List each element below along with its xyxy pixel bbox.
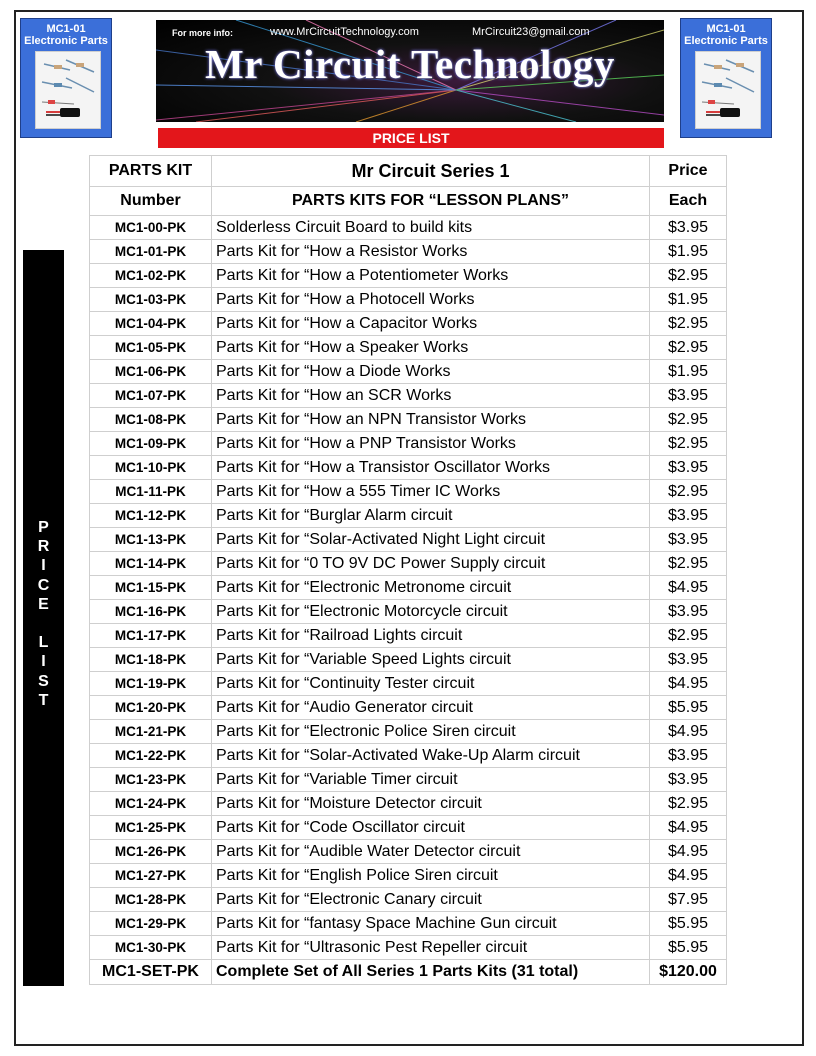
kit-description: Parts Kit for “Solar-Activated Night Light circuit: [212, 528, 650, 552]
kit-description: Parts Kit for “Variable Timer circuit: [212, 768, 650, 792]
column-header-number: Number: [90, 187, 212, 216]
table-row: [90, 648, 727, 672]
kit-description: Parts Kit for “Electronic Police Siren circuit: [212, 720, 650, 744]
kit-price: $3.95: [650, 744, 727, 768]
kit-price: $5.95: [650, 912, 727, 936]
kit-number: MC1-07-PK: [90, 384, 212, 408]
kit-number: MC1-24-PK: [90, 792, 212, 816]
kit-number: MC1-16-PK: [90, 600, 212, 624]
badge-left-line1: MC1-01: [46, 23, 86, 35]
kit-price: $2.95: [650, 480, 727, 504]
kit-price: $1.95: [650, 360, 727, 384]
kit-price: $5.95: [650, 696, 727, 720]
parts-photo: [35, 51, 101, 129]
kit-description: Parts Kit for “Moisture Detector circuit: [212, 792, 650, 816]
parts-photo-image: [696, 52, 760, 128]
kit-number: MC1-26-PK: [90, 840, 212, 864]
kit-number: MC1-21-PK: [90, 720, 212, 744]
side-price-list-bar: [23, 250, 64, 986]
table-row: [90, 720, 727, 744]
column-header-lesson-plans: PARTS KITS FOR “LESSON PLANS”: [212, 187, 650, 216]
header-banner: [156, 20, 664, 122]
table-row: [90, 456, 727, 480]
side-bar-letters: [23, 518, 64, 710]
column-header-parts-kit: PARTS KIT: [90, 156, 212, 187]
badge-right-line2: Electronic Parts: [684, 35, 768, 47]
kit-description: Parts Kit for “Electronic Canary circuit: [212, 888, 650, 912]
table-row: [90, 936, 727, 960]
kit-description: Parts Kit for “Continuity Tester circuit: [212, 672, 650, 696]
kit-number: MC1-20-PK: [90, 696, 212, 720]
table-row: [90, 288, 727, 312]
kit-number: MC1-12-PK: [90, 504, 212, 528]
table-row: [90, 480, 727, 504]
kit-number: MC1-23-PK: [90, 768, 212, 792]
kit-number: MC1-11-PK: [90, 480, 212, 504]
kit-price: $4.95: [650, 840, 727, 864]
kit-description: Parts Kit for “English Police Siren circuit: [212, 864, 650, 888]
table-row: [90, 600, 727, 624]
email-link[interactable]: MrCircuit23@gmail.com: [472, 26, 590, 38]
kit-price: $4.95: [650, 864, 727, 888]
kit-price: $3.95: [650, 648, 727, 672]
side-letter: I: [41, 653, 46, 671]
kit-description: Parts Kit for “How an SCR Works: [212, 384, 650, 408]
kit-number: MC1-05-PK: [90, 336, 212, 360]
side-letter: P: [38, 519, 49, 536]
kit-number: MC1-18-PK: [90, 648, 212, 672]
price-table: [89, 155, 727, 985]
kit-price: $3.95: [650, 216, 727, 240]
table-total-row: [90, 960, 727, 985]
table-row: [90, 528, 727, 552]
total-number: MC1-SET-PK: [90, 960, 212, 985]
table-row: [90, 360, 727, 384]
table-row: [90, 312, 727, 336]
table-row: [90, 552, 727, 576]
kit-price: $5.95: [650, 936, 727, 960]
kit-description: Parts Kit for “Electronic Metronome circuit: [212, 576, 650, 600]
kit-description: Parts Kit for “How a Transistor Oscillator Works: [212, 456, 650, 480]
kit-price: $3.95: [650, 504, 727, 528]
badge-left-title: [21, 23, 111, 47]
price-list-bar: PRICE LIST: [158, 128, 664, 148]
kit-price: $4.95: [650, 672, 727, 696]
kit-price: $3.95: [650, 456, 727, 480]
kit-number: MC1-25-PK: [90, 816, 212, 840]
kit-price: $2.95: [650, 408, 727, 432]
kit-price: $1.95: [650, 240, 727, 264]
kit-description: Parts Kit for “0 TO 9V DC Power Supply circuit: [212, 552, 650, 576]
kit-description: Parts Kit for “How a Capacitor Works: [212, 312, 650, 336]
table-row: [90, 912, 727, 936]
kit-number: MC1-08-PK: [90, 408, 212, 432]
kit-description: Parts Kit for “fantasy Space Machine Gun circuit: [212, 912, 650, 936]
side-letter: T: [38, 691, 49, 709]
kit-price: $7.95: [650, 888, 727, 912]
column-header-price: Price: [650, 156, 727, 187]
table-row: [90, 816, 727, 840]
brand-title: Mr Circuit Technology: [205, 41, 615, 87]
kit-description: Parts Kit for “Burglar Alarm circuit: [212, 504, 650, 528]
table-row: [90, 336, 727, 360]
table-row: [90, 576, 727, 600]
side-letter: R: [37, 538, 50, 556]
kit-number: MC1-29-PK: [90, 912, 212, 936]
badge-left: [20, 18, 112, 138]
kit-price: $2.95: [650, 792, 727, 816]
kit-description: Parts Kit for “Ultrasonic Pest Repeller circuit: [212, 936, 650, 960]
kit-number: MC1-03-PK: [90, 288, 212, 312]
kit-number: MC1-19-PK: [90, 672, 212, 696]
kit-price: $3.95: [650, 768, 727, 792]
kit-price: $2.95: [650, 432, 727, 456]
table-row: [90, 432, 727, 456]
kit-description: Parts Kit for “How a Resistor Works: [212, 240, 650, 264]
kit-price: $2.95: [650, 264, 727, 288]
kit-price: $2.95: [650, 552, 727, 576]
column-header-each: Each: [650, 187, 727, 216]
kit-number: MC1-17-PK: [90, 624, 212, 648]
kit-number: MC1-10-PK: [90, 456, 212, 480]
kit-number: MC1-30-PK: [90, 936, 212, 960]
column-header-series: Mr Circuit Series 1: [212, 156, 650, 187]
kit-description: Parts Kit for “Solar-Activated Wake-Up Alarm circuit: [212, 744, 650, 768]
table-row: [90, 264, 727, 288]
kit-number: MC1-06-PK: [90, 360, 212, 384]
kit-number: MC1-01-PK: [90, 240, 212, 264]
badge-right-line1: MC1-01: [706, 23, 746, 35]
kit-number: MC1-13-PK: [90, 528, 212, 552]
kit-description: Parts Kit for “How a Speaker Works: [212, 336, 650, 360]
total-description: Complete Set of All Series 1 Parts Kits (31 total): [212, 960, 650, 985]
table-row: [90, 696, 727, 720]
kit-price: $2.95: [650, 312, 727, 336]
table-row: [90, 792, 727, 816]
table-row: [90, 384, 727, 408]
kit-number: MC1-04-PK: [90, 312, 212, 336]
table-row: [90, 240, 727, 264]
table-row: [90, 744, 727, 768]
kit-number: MC1-00-PK: [90, 216, 212, 240]
kit-description: Parts Kit for “How a Diode Works: [212, 360, 650, 384]
side-letter: I: [41, 557, 46, 575]
table-header-row: [90, 156, 727, 187]
table-row: [90, 840, 727, 864]
side-letter: E: [38, 595, 49, 613]
table-row: [90, 888, 727, 912]
parts-photo-image: [36, 52, 100, 128]
kit-price: $4.95: [650, 816, 727, 840]
side-letter: S: [38, 672, 49, 690]
badge-right-title: [681, 23, 771, 47]
side-letter: L: [38, 634, 49, 652]
total-price: $120.00: [650, 960, 727, 985]
table-row: [90, 504, 727, 528]
table-row: [90, 672, 727, 696]
kit-number: MC1-28-PK: [90, 888, 212, 912]
table-row: [90, 408, 727, 432]
kit-description: Parts Kit for “How a Potentiometer Works: [212, 264, 650, 288]
badge-right: [680, 18, 772, 138]
kit-description: Parts Kit for “Audible Water Detector circuit: [212, 840, 650, 864]
kit-description: Parts Kit for “Variable Speed Lights circuit: [212, 648, 650, 672]
kit-number: MC1-22-PK: [90, 744, 212, 768]
kit-price: $2.95: [650, 336, 727, 360]
kit-price: $4.95: [650, 720, 727, 744]
kit-price: $3.95: [650, 528, 727, 552]
badge-left-line2: Electronic Parts: [24, 35, 108, 47]
kit-description: Parts Kit for “How an NPN Transistor Works: [212, 408, 650, 432]
kit-description: Parts Kit for “How a 555 Timer IC Works: [212, 480, 650, 504]
kit-price: $4.95: [650, 576, 727, 600]
kit-number: MC1-14-PK: [90, 552, 212, 576]
kit-number: MC1-27-PK: [90, 864, 212, 888]
kit-price: $3.95: [650, 600, 727, 624]
kit-description: Solderless Circuit Board to build kits: [212, 216, 650, 240]
table-row: [90, 624, 727, 648]
kit-number: MC1-02-PK: [90, 264, 212, 288]
kit-description: Parts Kit for “How a PNP Transistor Works: [212, 432, 650, 456]
kit-description: Parts Kit for “Railroad Lights circuit: [212, 624, 650, 648]
kit-description: Parts Kit for “Code Oscillator circuit: [212, 816, 650, 840]
kit-price: $1.95: [650, 288, 727, 312]
kit-description: Parts Kit for “Audio Generator circuit: [212, 696, 650, 720]
side-letter: [23, 614, 64, 633]
kit-number: MC1-09-PK: [90, 432, 212, 456]
kit-price: $3.95: [650, 384, 727, 408]
table-row: [90, 216, 727, 240]
table-row: [90, 768, 727, 792]
table-row: [90, 864, 727, 888]
kit-description: Parts Kit for “How a Photocell Works: [212, 288, 650, 312]
side-letter: C: [37, 576, 50, 594]
info-label: For more info:: [172, 28, 233, 38]
kit-description: Parts Kit for “Electronic Motorcycle circuit: [212, 600, 650, 624]
table-subheader-row: [90, 187, 727, 216]
parts-photo: [695, 51, 761, 129]
website-link[interactable]: www.MrCircuitTechnology.com: [270, 26, 419, 38]
kit-price: $2.95: [650, 624, 727, 648]
kit-number: MC1-15-PK: [90, 576, 212, 600]
